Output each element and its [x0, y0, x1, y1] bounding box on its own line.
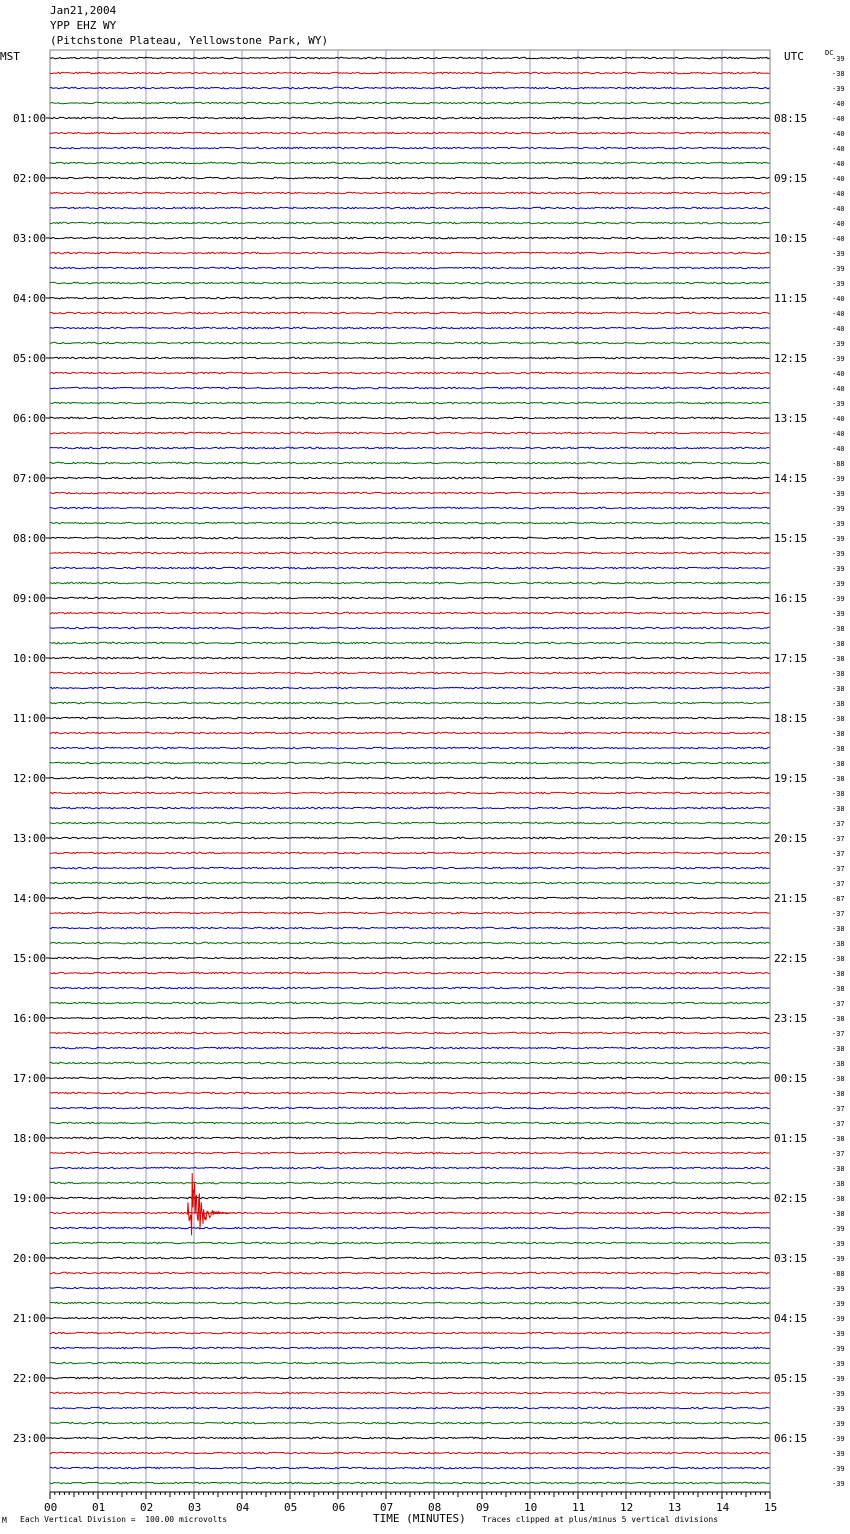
- dc-offset-value: -88: [832, 460, 845, 468]
- left-hour-label: 03:00: [13, 232, 47, 245]
- station-location: (Pitchstone Plateau, Yellowstone Park, WY): [50, 34, 329, 47]
- dc-offset-value: -38: [832, 790, 845, 798]
- seismogram-trace: [50, 402, 770, 404]
- left-hour-label: 05:00: [13, 352, 47, 365]
- dc-offset-value: -38: [832, 1210, 845, 1218]
- right-hour-label: 23:15: [774, 1012, 808, 1025]
- seismogram-trace: [50, 387, 770, 389]
- seismogram-trace: [50, 552, 770, 554]
- seismogram-trace: [50, 627, 770, 629]
- seismogram-trace: [50, 1302, 770, 1304]
- seismogram-trace: [50, 807, 770, 809]
- left-hour-label: 11:00: [13, 712, 47, 725]
- seismogram-trace: [50, 1407, 770, 1409]
- seismogram-trace: [50, 1032, 770, 1034]
- seismogram-trace: [50, 657, 770, 659]
- left-hour-label: 17:00: [13, 1072, 47, 1085]
- left-hour-label: 08:00: [13, 532, 47, 545]
- dc-offset-value: -38: [832, 625, 845, 633]
- seismogram-trace: [50, 612, 770, 614]
- seismogram-trace: [50, 1002, 770, 1004]
- left-hour-label: 10:00: [13, 652, 47, 665]
- dc-offset-value: -38: [832, 955, 845, 963]
- dc-label: DC: [825, 49, 834, 57]
- right-hour-label: 17:15: [774, 652, 808, 665]
- dc-offset-value: -39: [832, 340, 845, 348]
- x-tick-label: 03: [188, 1501, 202, 1514]
- dc-offset-value: -39: [832, 1360, 845, 1368]
- seismogram-trace: [50, 252, 770, 254]
- dc-offset-value: -38: [832, 655, 845, 663]
- left-hour-label: 19:00: [13, 1192, 47, 1205]
- dc-offset-value: -39: [832, 85, 845, 93]
- dc-offset-value: -39: [832, 1225, 845, 1233]
- seismogram-trace: [50, 342, 770, 344]
- seismogram-trace: [50, 1317, 770, 1319]
- dc-offset-value: -39: [832, 55, 845, 63]
- dc-offset-value: -40: [832, 415, 845, 423]
- seismogram-trace: [50, 852, 770, 854]
- dc-offset-value: -38: [832, 640, 845, 648]
- right-hour-label: 04:15: [774, 1312, 808, 1325]
- dc-offset-value: -38: [832, 745, 845, 753]
- seismogram-trace: [50, 1017, 770, 1019]
- dc-offset-value: -38: [832, 70, 845, 78]
- left-hour-label: 14:00: [13, 892, 47, 905]
- record-date: Jan21,2004: [50, 4, 117, 17]
- dc-offset-value: -38: [832, 1090, 845, 1098]
- right-hour-label: 18:15: [774, 712, 808, 725]
- right-zone-label: UTC: [784, 50, 804, 63]
- dc-offset-value: -37: [832, 880, 845, 888]
- dc-offset-value: -38: [832, 715, 845, 723]
- dc-offset-value: -40: [832, 145, 845, 153]
- seismogram-trace: [50, 117, 770, 119]
- dc-offset-value: -39: [832, 1330, 845, 1338]
- dc-offset-value: -38: [832, 1195, 845, 1203]
- dc-offset-labels: [832, 55, 845, 1488]
- seismogram-trace: [50, 267, 770, 269]
- x-tick-label: 08: [428, 1501, 442, 1514]
- seismogram-trace: [50, 1437, 770, 1439]
- seismogram-trace: [50, 582, 770, 584]
- dc-offset-value: -40: [832, 115, 845, 123]
- dc-offset-value: -39: [832, 610, 845, 618]
- dc-offset-value: -39: [832, 1315, 845, 1323]
- seismogram-trace: [50, 642, 770, 644]
- seismogram-trace: [50, 687, 770, 689]
- left-hour-label: 23:00: [13, 1432, 47, 1445]
- x-tick-label: 10: [524, 1501, 538, 1514]
- seismogram-trace: [50, 1332, 770, 1334]
- dc-offset-value: -37: [832, 1105, 845, 1113]
- seismogram-trace: [50, 237, 770, 239]
- seismogram-trace: [50, 492, 770, 494]
- seismogram-trace: [50, 357, 770, 359]
- seismogram-traces: [50, 57, 770, 1484]
- seismogram-trace: [50, 417, 770, 419]
- right-hour-label: 10:15: [774, 232, 808, 245]
- dc-offset-value: -38: [832, 970, 845, 978]
- dc-offset-value: -37: [832, 1120, 845, 1128]
- x-tick-label: 06: [332, 1501, 346, 1514]
- seismogram-trace: [50, 672, 770, 674]
- seismogram-trace: [50, 882, 770, 884]
- dc-offset-value: -38: [832, 1060, 845, 1068]
- dc-offset-value: -40: [832, 175, 845, 183]
- x-tick-label: 07: [380, 1501, 394, 1514]
- minute-gridlines: [98, 50, 722, 1492]
- dc-offset-value: -40: [832, 310, 845, 318]
- dc-offset-value: -39: [832, 475, 845, 483]
- seismogram-trace: [50, 837, 770, 839]
- left-hour-label: 16:00: [13, 1012, 47, 1025]
- seismogram-trace: [50, 537, 770, 539]
- x-tick-label: 02: [140, 1501, 154, 1514]
- seismogram-trace: [50, 1257, 770, 1259]
- x-tick-label: 01: [92, 1501, 106, 1514]
- seismogram-trace: [50, 927, 770, 929]
- seismogram-trace: [50, 1182, 770, 1184]
- seismogram-trace: [50, 1287, 770, 1289]
- dc-offset-value: -39: [832, 1480, 845, 1488]
- dc-offset-value: -40: [832, 385, 845, 393]
- x-axis-title: TIME (MINUTES): [373, 1512, 466, 1525]
- x-tick-label: 05: [284, 1501, 298, 1514]
- seismogram-trace: [50, 717, 770, 719]
- left-hour-label: 15:00: [13, 952, 47, 965]
- station-code: YPP EHZ WY: [50, 19, 117, 32]
- seismogram-trace: [50, 162, 770, 164]
- left-zone-label: MST: [0, 50, 20, 63]
- x-axis: [44, 1492, 777, 1514]
- dc-offset-value: -37: [832, 910, 845, 918]
- right-hour-label: 12:15: [774, 352, 808, 365]
- seismogram-trace: [50, 372, 770, 374]
- right-hour-label: 03:15: [774, 1252, 808, 1265]
- seismogram-trace: [50, 1197, 770, 1199]
- seismogram-trace: [50, 1062, 770, 1064]
- dc-offset-value: -38: [832, 700, 845, 708]
- seismogram-trace: [50, 222, 770, 224]
- x-tick-label: 13: [668, 1501, 682, 1514]
- seismogram-trace: [50, 312, 770, 314]
- seismogram-trace: [50, 432, 770, 434]
- dc-offset-value: -37: [832, 850, 845, 858]
- seismogram-trace: [50, 762, 770, 764]
- dc-offset-value: -39: [832, 1255, 845, 1263]
- dc-offset-value: -37: [832, 1150, 845, 1158]
- plot-frame: [50, 50, 770, 1492]
- x-tick-label: 09: [476, 1501, 490, 1514]
- seismogram-trace: [50, 1452, 770, 1454]
- right-hour-label: 14:15: [774, 472, 808, 485]
- seismogram-trace: [50, 747, 770, 749]
- dc-offset-value: -37: [832, 1030, 845, 1038]
- dc-offset-value: -39: [832, 1345, 845, 1353]
- seismogram-trace: [50, 957, 770, 959]
- left-hour-label: 06:00: [13, 412, 47, 425]
- dc-offset-value: -40: [832, 205, 845, 213]
- right-hour-label: 05:15: [774, 1372, 808, 1385]
- dc-offset-value: -39: [832, 565, 845, 573]
- dc-offset-value: -39: [832, 265, 845, 273]
- seismogram-trace: [50, 462, 770, 464]
- dc-offset-value: -40: [832, 220, 845, 228]
- dc-offset-value: -38: [832, 940, 845, 948]
- left-hour-label: 13:00: [13, 832, 47, 845]
- dc-offset-value: -39: [832, 250, 845, 258]
- seismogram-trace: [50, 1167, 770, 1169]
- seismogram-trace: [50, 1077, 770, 1079]
- seismogram-trace: [50, 567, 770, 569]
- seismogram-trace: [50, 1347, 770, 1349]
- right-hour-label: 01:15: [774, 1132, 808, 1145]
- dc-offset-value: -39: [832, 1435, 845, 1443]
- right-hour-label: 15:15: [774, 532, 808, 545]
- dc-offset-value: -38: [832, 985, 845, 993]
- right-hour-label: 16:15: [774, 592, 808, 605]
- clip-note: Traces clipped at plus/minus 5 vertical divisions: [482, 1515, 719, 1524]
- seismogram-trace: [50, 1422, 770, 1424]
- dc-offset-value: -39: [832, 1375, 845, 1383]
- dc-offset-value: -37: [832, 835, 845, 843]
- dc-offset-value: -38: [832, 730, 845, 738]
- seismogram-trace: [50, 777, 770, 779]
- dc-offset-value: -38: [832, 1045, 845, 1053]
- dc-offset-value: -39: [832, 400, 845, 408]
- seismogram-trace: [50, 1482, 770, 1484]
- dc-offset-value: -39: [832, 1300, 845, 1308]
- dc-offset-value: -39: [832, 1390, 845, 1398]
- dc-offset-value: -39: [832, 1405, 845, 1413]
- x-tick-label: 14: [716, 1501, 730, 1514]
- right-hour-labels: [774, 112, 807, 1445]
- dc-offset-value: -39: [832, 355, 845, 363]
- dc-offset-value: -87: [832, 895, 845, 903]
- left-hour-label: 22:00: [13, 1372, 47, 1385]
- seismogram-trace: [50, 732, 770, 734]
- dc-offset-value: -40: [832, 430, 845, 438]
- seismogram-trace: [50, 1362, 770, 1364]
- dc-offset-value: -39: [832, 1285, 845, 1293]
- dc-offset-value: -38: [832, 1015, 845, 1023]
- dc-offset-value: -40: [832, 370, 845, 378]
- seismogram-trace: [50, 942, 770, 944]
- dc-offset-value: -39: [832, 1450, 845, 1458]
- seismogram-trace: [50, 1377, 770, 1379]
- seismogram-trace: [50, 87, 770, 89]
- corner-mark: M: [2, 1516, 7, 1525]
- seismogram-trace: [50, 207, 770, 209]
- dc-offset-value: -38: [832, 760, 845, 768]
- left-hour-label: 01:00: [13, 112, 47, 125]
- right-hour-label: 19:15: [774, 772, 808, 785]
- left-hour-label: 12:00: [13, 772, 47, 785]
- dc-offset-value: -38: [832, 1180, 845, 1188]
- seismogram-trace: [50, 192, 770, 194]
- scale-note: Each Vertical Division = 100.00 microvolts: [20, 1515, 228, 1524]
- x-tick-label: 11: [572, 1501, 586, 1514]
- x-tick-label: 04: [236, 1501, 250, 1514]
- seismogram-trace: [50, 132, 770, 134]
- left-hour-label: 04:00: [13, 292, 47, 305]
- dc-offset-value: -38: [832, 775, 845, 783]
- seismogram-trace: [50, 1212, 770, 1214]
- dc-offset-value: -39: [832, 280, 845, 288]
- seismogram-trace: [50, 447, 770, 449]
- dc-offset-value: -39: [832, 580, 845, 588]
- seismogram-trace: [50, 597, 770, 599]
- left-hour-label: 20:00: [13, 1252, 47, 1265]
- seismogram-trace: [50, 1047, 770, 1049]
- dc-offset-value: -37: [832, 865, 845, 873]
- dc-offset-value: -40: [832, 160, 845, 168]
- seismogram-trace: [50, 327, 770, 329]
- left-hour-label: 09:00: [13, 592, 47, 605]
- seismogram-trace: [50, 912, 770, 914]
- dc-offset-value: -40: [832, 100, 845, 108]
- seismogram-trace: [50, 1122, 770, 1124]
- seismogram-trace: [50, 897, 770, 899]
- dc-offset-value: -40: [832, 235, 845, 243]
- right-hour-label: 08:15: [774, 112, 808, 125]
- dc-offset-value: -38: [832, 670, 845, 678]
- seismogram-trace: [50, 522, 770, 524]
- dc-offset-value: -38: [832, 1135, 845, 1143]
- seismogram-trace: [50, 792, 770, 794]
- left-hour-label: 18:00: [13, 1132, 47, 1145]
- dc-offset-value: -38: [832, 805, 845, 813]
- dc-offset-value: -39: [832, 550, 845, 558]
- dc-offset-value: -39: [832, 595, 845, 603]
- right-hour-label: 22:15: [774, 952, 808, 965]
- dc-offset-value: -40: [832, 445, 845, 453]
- dc-offset-value: -39: [832, 1420, 845, 1428]
- right-hour-label: 11:15: [774, 292, 808, 305]
- dc-offset-value: -40: [832, 295, 845, 303]
- seismogram-trace: [50, 702, 770, 704]
- seismogram-trace: [50, 822, 770, 824]
- left-hour-label: 07:00: [13, 472, 47, 485]
- seismogram-trace: [50, 282, 770, 284]
- dc-offset-value: -39: [832, 1465, 845, 1473]
- dc-offset-value: -38: [832, 685, 845, 693]
- seismogram-trace: [50, 57, 770, 59]
- right-hour-label: 00:15: [774, 1072, 808, 1085]
- dc-offset-value: -88: [832, 1270, 845, 1278]
- dc-offset-value: -38: [832, 1075, 845, 1083]
- right-hour-label: 20:15: [774, 832, 808, 845]
- dc-offset-value: -40: [832, 325, 845, 333]
- dc-offset-value: -40: [832, 190, 845, 198]
- seismogram-trace: [50, 1092, 770, 1094]
- x-tick-label: 15: [764, 1501, 778, 1514]
- seismogram-trace: [50, 297, 770, 299]
- seismogram-trace: [50, 1137, 770, 1139]
- dc-offset-value: -39: [832, 1240, 845, 1248]
- dc-offset-value: -39: [832, 505, 845, 513]
- seismogram-trace: [50, 1392, 770, 1394]
- seismogram-trace: [50, 1242, 770, 1244]
- left-hour-label: 21:00: [13, 1312, 47, 1325]
- right-hour-label: 06:15: [774, 1432, 808, 1445]
- seismogram-trace: [50, 177, 770, 179]
- seismogram-trace: [50, 972, 770, 974]
- seismogram-trace: [50, 987, 770, 989]
- dc-offset-value: -39: [832, 490, 845, 498]
- right-hour-label: 21:15: [774, 892, 808, 905]
- x-tick-label: 00: [44, 1501, 58, 1514]
- seismogram-trace: [50, 1152, 770, 1154]
- right-hour-label: 13:15: [774, 412, 808, 425]
- x-tick-label: 12: [620, 1501, 634, 1514]
- seismogram-trace: [50, 1227, 770, 1229]
- seismogram-trace: [50, 102, 770, 104]
- dc-offset-value: -39: [832, 520, 845, 528]
- seismogram-trace: [50, 477, 770, 479]
- seismogram-trace: [50, 147, 770, 149]
- left-hour-labels: [13, 112, 50, 1445]
- dc-offset-value: -40: [832, 130, 845, 138]
- seismogram-trace: [50, 1272, 770, 1274]
- dc-offset-value: -37: [832, 820, 845, 828]
- seismogram-trace: [50, 72, 770, 74]
- right-hour-label: 02:15: [774, 1192, 808, 1205]
- seismogram-trace: [50, 1467, 770, 1469]
- seismogram-trace: [50, 1107, 770, 1109]
- dc-offset-value: -37: [832, 1000, 845, 1008]
- seismogram-trace: [50, 507, 770, 509]
- seismogram-trace: [50, 867, 770, 869]
- left-hour-label: 02:00: [13, 172, 47, 185]
- dc-offset-value: -39: [832, 535, 845, 543]
- right-hour-label: 09:15: [774, 172, 808, 185]
- dc-offset-value: -38: [832, 1165, 845, 1173]
- dc-offset-value: -38: [832, 925, 845, 933]
